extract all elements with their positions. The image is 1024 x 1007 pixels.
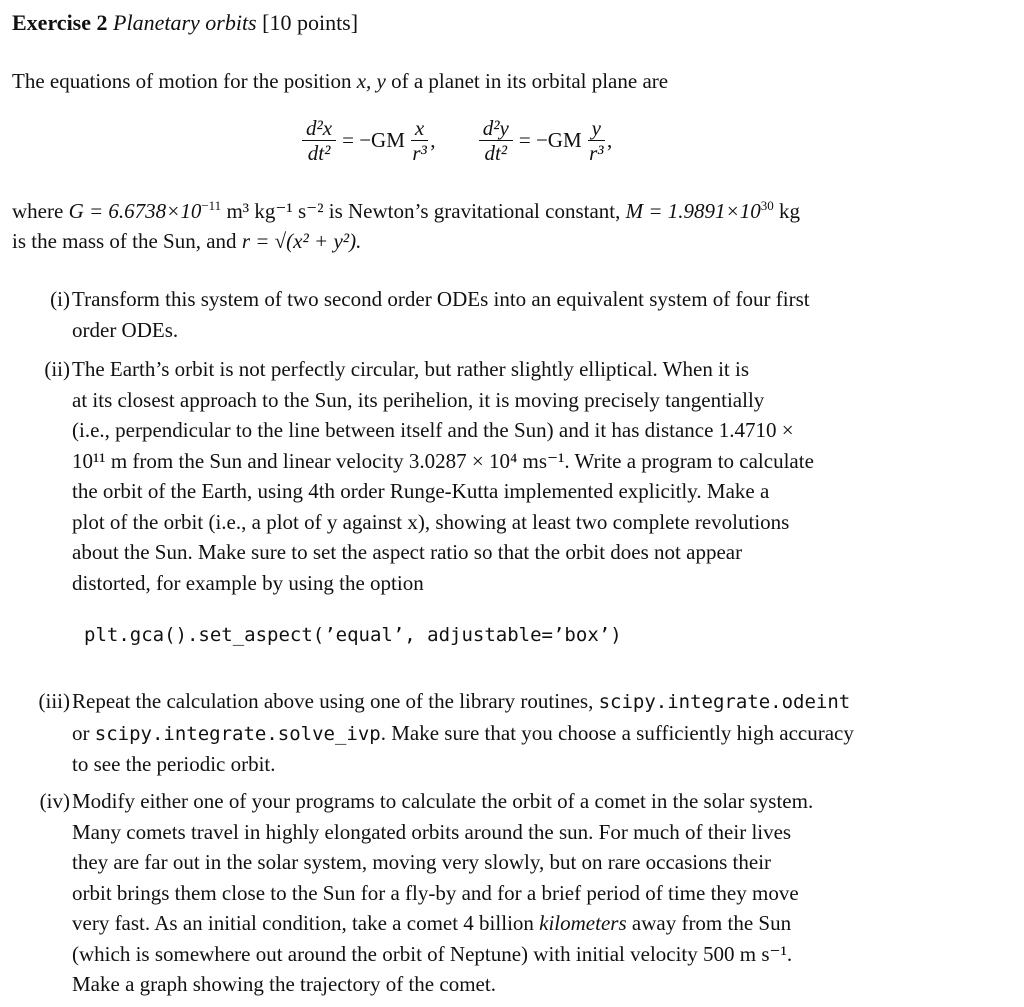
question-label: (iii) xyxy=(38,689,70,713)
question-label: (iv) xyxy=(39,789,70,813)
equation-y: $\frac{\text{d²y}}{\text{dt²}}$ = −GM $\frac{y}{\text{r³}}$ , xyxy=(477,110,612,170)
constants-line-2: is the mass of the Sun, and r = √(x² + y²). xyxy=(12,229,362,253)
question-label: (ii) xyxy=(44,357,70,381)
constants-line-1: where $G = 6.6738\times 10^{-11}$ m³ kg⁻¹ s⁻² is Newton’s gravitational constant, $M = 1.9891\times 10^{30}$ kg xyxy=(12,198,800,223)
question-label: (i) xyxy=(50,287,70,311)
exercise-number: Exercise 2 xyxy=(12,10,108,35)
equations-of-motion xyxy=(300,110,760,180)
intro-text: The equations of motion for the position x, y of a planet in its orbital plane are xyxy=(12,69,669,93)
document-page: Exercise 2 Planetary orbits [10 points] The equations of motion for the position x, y of a planet in its orbital plane are $\frac{\text{d²x}}{\text{dt²}}$ = −GM $\frac{x}{\text{r³}}$ , $\frac{\text{d²y}}{\text{dt²}}$ = −GM $\frac{y}{\text{r³}}$ , where $G = 6.6738\times 10^{-11}$ m³ kg⁻¹ s⁻² is Newton’s gravitational constant, $M = 1.9891\times 10^{30}$ kg is the mass of the Sun, and r = √(x² + y²). (i) Transform this system of two second order ODEs into an equivalent system of four first order ODEs. (ii) The Earth’s orbit is not perfectly circular, but rather slightly elliptical. When it is at its closest approach to the Sun, its perihelion, it is moving precisely tangentially (i.e., perpendicular to the line between itself and the Sun) and it has distance 1.4710 × 10¹¹ m from the Sun and linear velocity 3.0287 × 10⁴ ms⁻¹. Write a program to calculate the orbit of the Earth, using 4th order Runge-Kutta implemented explicitly. Make a plot of the orbit (i.e., a plot of y against x), showing at least two complete revolutions about the Sun. Make sure to set the aspect ratio so that the orbit does not appear distorted, for example by using the option plt.gca().set_aspect(’equal’, adjustable=’box’) (iii) Repeat the calculation above using one of the library routines, scipy.integrate.odeint or scipy.integrate.solve_ivp. Make sure that you choose a sufficiently high accuracy to see the periodic orbit. (iv) Modify either one of your programs to calculate the orbit of a comet in the solar system. Many comets travel in highly elongated orbits around the sun. For much of their lives they are far out in the solar system, moving very slowly, but on rare occasions their orbit brings them close to the Sun for a fly-by and for a brief period of time they move very fast. As an initial condition, take a comet 4 billion kilometers away from the Sun (which is somewhere out around the orbit of Neptune) with initial velocity 500 m s⁻¹. Make a graph showing the trajectory of the comet. xyxy=(0,0,1024,1007)
exercise-title xyxy=(12,8,1000,38)
exercise-points: [10 points] xyxy=(262,10,359,35)
exercise-name: Planetary orbits xyxy=(113,10,257,35)
code-snippet: plt.gca().set_aspect(’equal’, adjustable=’box’) xyxy=(84,624,622,646)
equation-x: $\frac{\text{d²x}}{\text{dt²}}$ = −GM $\frac{x}{\text{r³}}$ , xyxy=(300,110,435,170)
